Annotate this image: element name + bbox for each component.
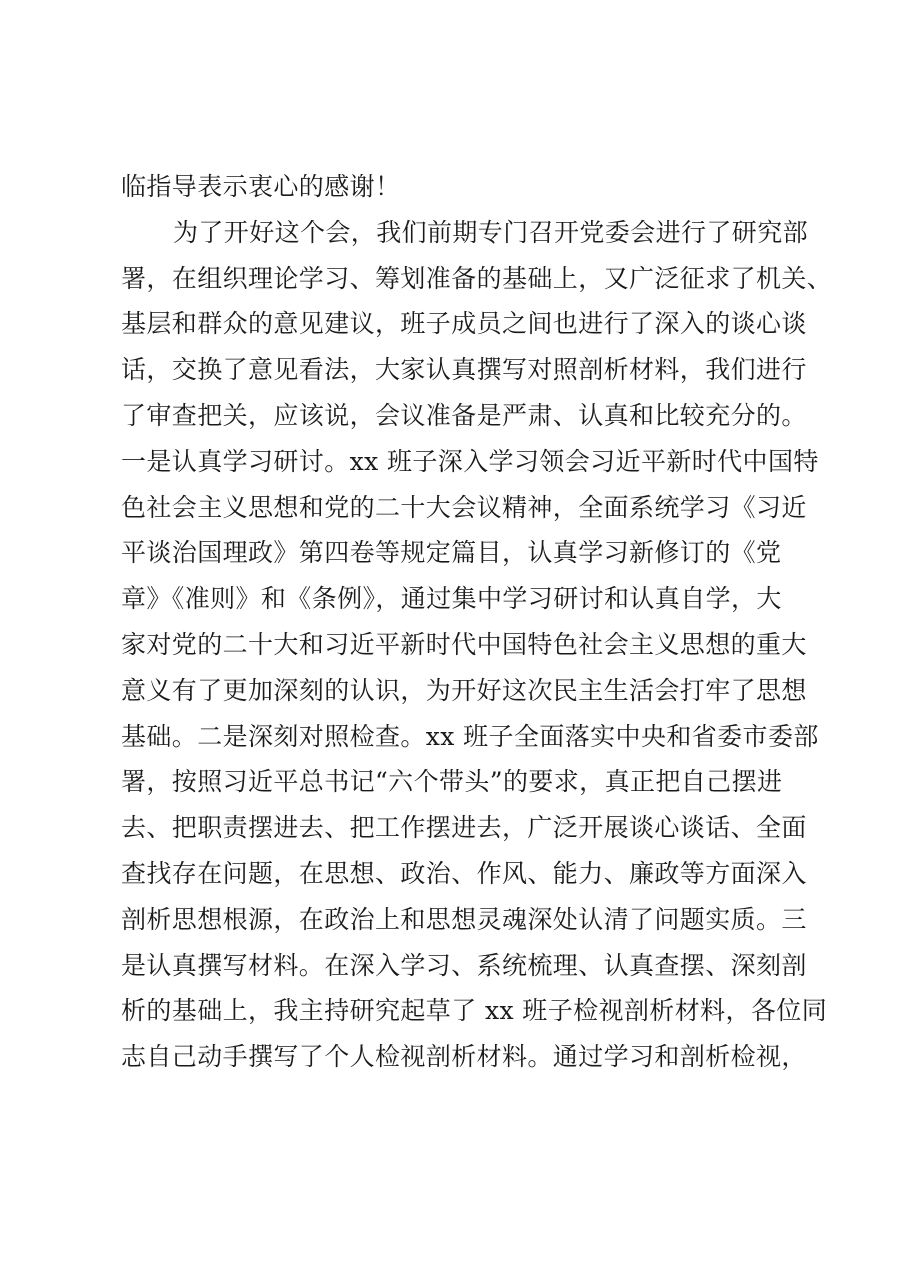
text-line-14: 署，按照习近平总书记“六个带头”的要求，真正把自己摆进 bbox=[121, 767, 783, 797]
text-line-20: 志自己动手撰写了个人检视剖析材料。通过学习和剖析检视， bbox=[121, 1042, 807, 1072]
text-line-15: 去、把职责摆进去、把工作摆进去，广泛开展谈心谈话、全面 bbox=[121, 813, 807, 843]
text-line-4: 基层和群众的意见建议，班子成员之间也进行了深入的谈心谈 bbox=[121, 309, 807, 339]
text-line-11: 家对党的二十大和习近平新时代中国特色社会主义思想的重大 bbox=[121, 629, 807, 659]
text-line-12: 意义有了更加深刻的认识，为开好这次民主生活会打牢了思想 bbox=[121, 675, 807, 705]
text-line-1: 临指导表示衷心的感谢！ bbox=[121, 172, 401, 201]
text-line-3: 署，在组织理论学习、筹划准备的基础上，又广泛征求了机关、 bbox=[121, 263, 833, 293]
text-line-6: 了审查把关，应该说，会议准备是严肃、认真和比较充分的。 bbox=[121, 400, 807, 430]
text-line-17: 剖析思想根源，在政治上和思想灵魂深处认清了问题实质。三 bbox=[121, 904, 807, 934]
text-line-13: 基础。二是深刻对照检查。xx 班子全面落实中央和省委市委部 bbox=[121, 721, 819, 751]
text-line-5: 话，交换了意见看法，大家认真撰写对照剖析材料，我们进行 bbox=[121, 355, 807, 385]
document-body bbox=[121, 164, 833, 1080]
text-line-19: 析的基础上，我主持研究起草了 xx 班子检视剖析材料，各位同 bbox=[121, 996, 828, 1026]
text-line-7: 一是认真学习研讨。xx 班子深入学习领会习近平新时代中国特 bbox=[121, 446, 819, 476]
text-line-10: 章》《准则》和《条例》，通过集中学习研讨和认真自学，大 bbox=[121, 584, 782, 614]
text-line-8: 色社会主义思想和党的二十大会议精神，全面系统学习《习近 bbox=[121, 492, 807, 522]
text-line-18: 是认真撰写材料。在深入学习、系统梳理、认真查摆、深刻剖 bbox=[121, 950, 807, 980]
text-line-2: 为了开好这个会，我们前期专门召开党委会进行了研究部 bbox=[173, 217, 809, 247]
text-line-9: 平谈治国理政》第四卷等规定篇目，认真学习新修订的《党 bbox=[121, 538, 782, 568]
text-line-16: 查找存在问题，在思想、政治、作风、能力、廉政等方面深入 bbox=[121, 858, 807, 888]
